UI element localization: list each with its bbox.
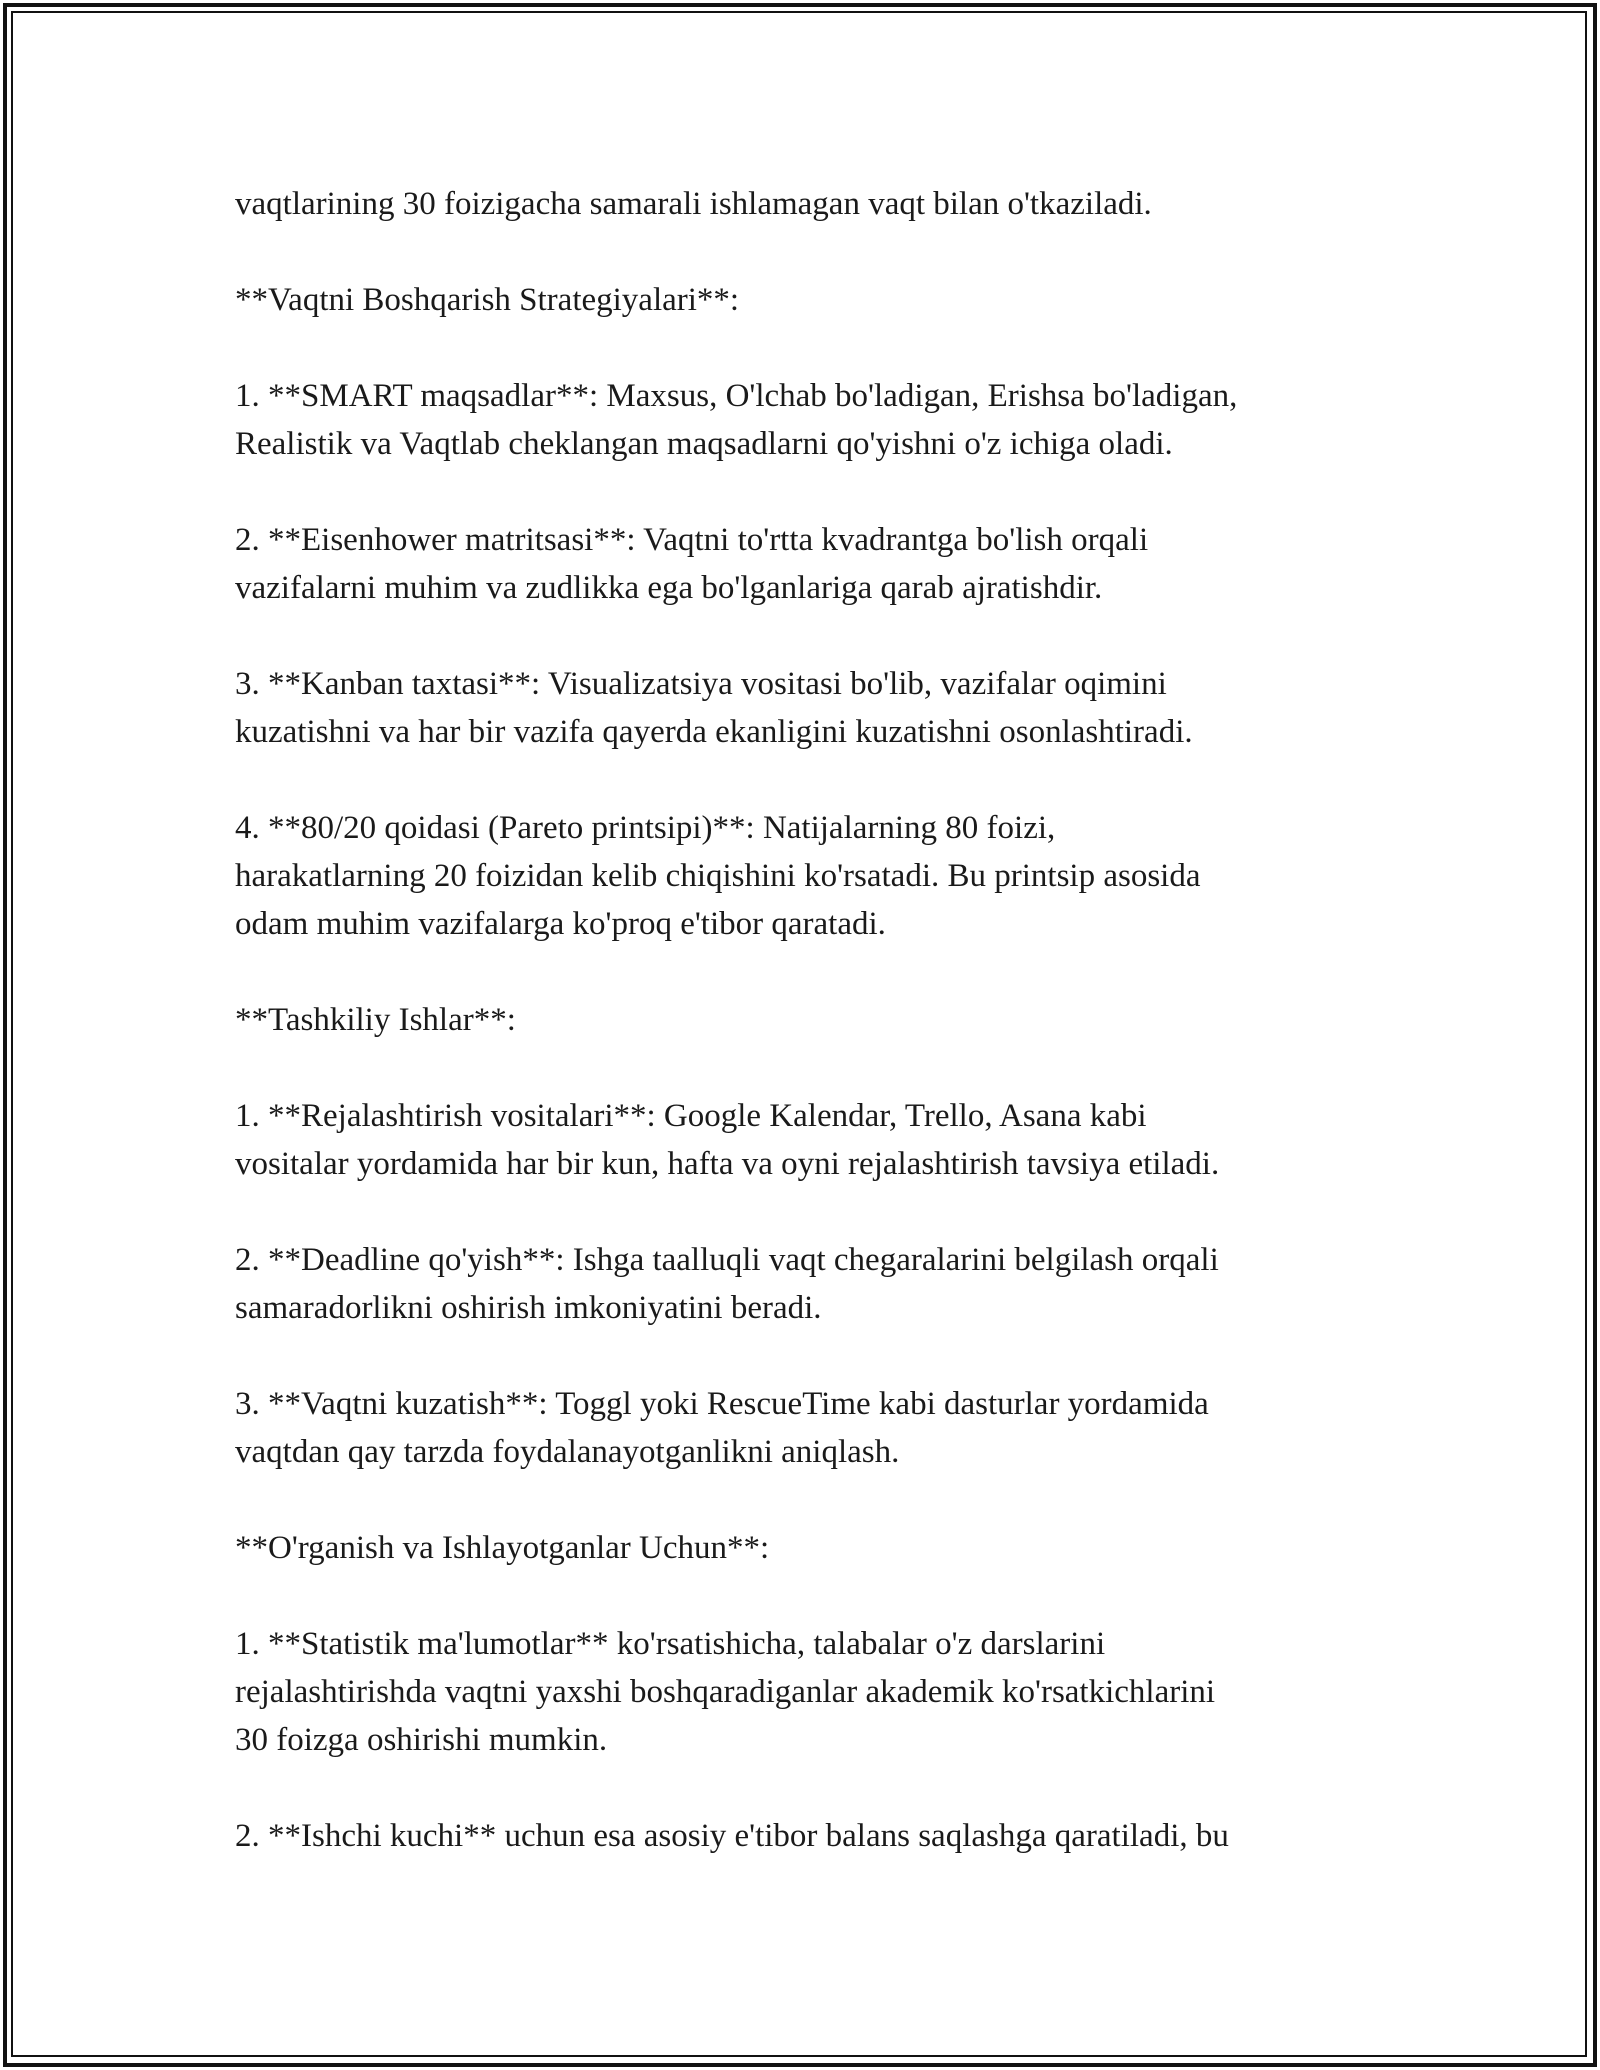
list-item-time-tracking: 3. **Vaqtni kuzatish**: Toggl yoki RescueTime kabi dasturlar yordamida vaqtdan qay tarzda foydalanayotganlikni aniqlash. [235, 1386, 1209, 1470]
list-item-planning-tools: 1. **Rejalashtirish vositalari**: Google Kalendar, Trello, Asana kabi vositalar yordamida har bir kun, hafta va oyni rejalashtirish tavsiya etiladi. [235, 1098, 1220, 1182]
list-item-deadline: 2. **Deadline qo'yish**: Ishga taalluqli vaqt chegaralarini belgilash orqali samaradorlikni oshirish imkoniyatini beradi. [235, 1242, 1219, 1326]
list-item-smart: 1. **SMART maqsadlar**: Maxsus, O'lchab bo'ladigan, Erishsa bo'ladigan, Realistik va Vaqtlab cheklangan maqsadlarni qo'yishni o'z ichiga oladi. [235, 378, 1238, 462]
section-heading-learners-workers: **O'rganish va Ishlayotganlar Uchun**: [235, 1530, 770, 1566]
section-heading-organizational: **Tashkiliy Ishlar**: [235, 1002, 516, 1038]
list-item-pareto: 4. **80/20 qoidasi (Pareto printsipi)**: Natijalarning 80 foizi, harakatlarning 20 foizidan kelib chiqishini ko'rsatadi. Bu printsip asosida odam muhim vazifalarga ko'proq e'tibor qaratadi. [235, 810, 1201, 942]
list-item-workforce: 2. **Ishchi kuchi** uchun esa asosiy e'tibor balans saqlashga qaratiladi, bu [235, 1818, 1229, 1854]
list-item-kanban: 3. **Kanban taxtasi**: Visualizatsiya vositasi bo'lib, vazifalar oqimini kuzatishni va har bir vazifa qayerda ekanligini kuzatishni osonlashtiradi. [235, 666, 1193, 750]
list-item-eisenhower: 2. **Eisenhower matritsasi**: Vaqtni to'rtta kvadrantga bo'lish orqali vazifalarni muhim va zudlikka ega bo'lganlariga qarab ajratishdir. [235, 522, 1149, 606]
paragraph-continuation: vaqtlarining 30 foizigacha samarali ishlamagan vaqt bilan o'tkaziladi. [235, 186, 1152, 222]
list-item-statistics: 1. **Statistik ma'lumotlar** ko'rsatishicha, talabalar o'z darslarini rejalashtirishda vaqtni yaxshi boshqaradiganlar akademik ko'rsatkichlarini 30 foizga oshirishi mumkin. [235, 1626, 1216, 1758]
document-body [235, 180, 1375, 1860]
section-heading-strategies: **Vaqtni Boshqarish Strategiyalari**: [235, 282, 740, 318]
